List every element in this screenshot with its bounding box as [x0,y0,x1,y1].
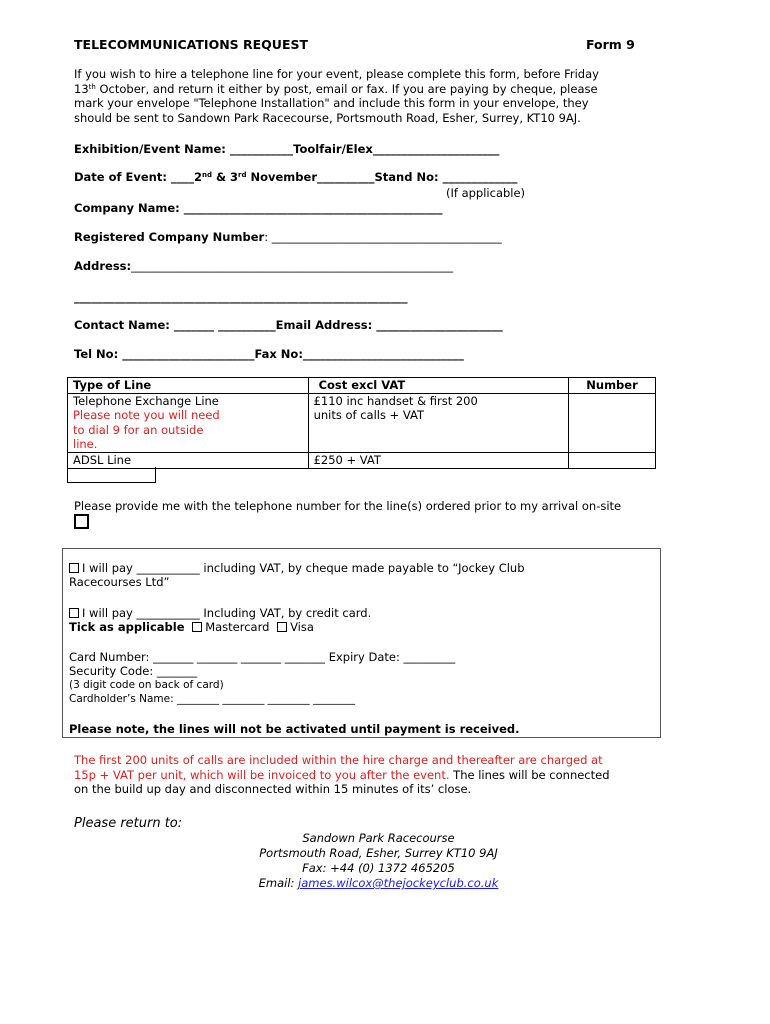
table-header: Type of Line [68,378,309,394]
table-header-row [68,378,656,394]
intro-line: 13th October, and return it either by post, email or fax. If you are paying by cheque, please [74,81,598,96]
form-title: TELECOMMUNICATIONS REQUEST [74,37,309,52]
table-row [68,452,656,468]
checkbox-icon[interactable] [69,563,79,573]
tel-fax-field[interactable]: Tel No: _______________________Fax No:____________________________ [74,347,464,361]
intro-line: If you wish to hire a telephone line for your event, please complete this form, before Friday [74,67,599,81]
provide-number-text: Please provide me with the telephone number for the line(s) ordered prior to my arrival on-site [74,499,622,513]
return-heading: Please return to: [74,816,183,831]
adsl-number-box[interactable] [67,467,156,483]
provide-number-checkbox[interactable] [74,514,89,532]
line-type-label: Telephone Exchange Line [73,393,219,408]
company-name-field[interactable]: Company Name: _____________________________________________ [74,201,443,215]
return-address [200,831,557,891]
security-code-field[interactable]: Security Code: _______ [69,664,198,678]
intro-line: mark your envelope "Telephone Installation" and include this form in your envelope, they [74,96,589,111]
visa-option[interactable]: Visa [277,620,314,634]
checkbox-icon[interactable] [192,622,202,632]
dial-note: to dial 9 for an outside [73,422,204,437]
address-line: Portsmouth Road, Esher, Surrey KT10 9AJ [259,846,498,860]
security-code-note: (3 digit code on back of card) [69,679,224,691]
email-line: Email: james.wilcox@thejockeyclub.co.uk [258,876,499,890]
charges-line: on the build up day and disconnected within 15 minutes of its’ close. [74,782,472,797]
dial-note: Please note you will need [73,408,220,423]
table-cell [308,393,568,452]
email-link[interactable]: james.wilcox@thejockeyclub.co.uk [298,876,499,890]
checkbox-icon[interactable] [69,608,79,618]
credit-card-option[interactable]: I will pay ___________ Including VAT, by credit card. [69,606,371,620]
charges-line: 15p + VAT per unit, which will be invoiced to you after the event. The lines will be connected [74,767,610,782]
card-type-row [69,620,314,634]
cost-text: £110 inc handset & first 200 [313,393,478,408]
cost-text: units of calls + VAT [313,408,425,423]
table-cell: ADSL Line [68,452,309,468]
address-line: Sandown Park Racecourse [302,831,455,845]
intro-paragraph [74,67,599,125]
date-of-event-field[interactable]: Date of Event: ____2nd & 3rd November__________Stand No: _____________ [74,170,518,184]
table-cell [68,393,309,452]
mastercard-option[interactable]: Mastercard [192,620,269,634]
charges-note [74,753,610,797]
fax-line: Fax: +44 (0) 1372 465205 [302,861,455,875]
cardholder-name-field[interactable]: Cardholder’s Name: ________ ________ ________ ________ [69,693,356,705]
number-input-cell[interactable] [569,393,656,452]
line-type-table [67,377,656,469]
card-number-field[interactable]: Card Number: _______ _______ _______ _______ Expiry Date: _________ [69,650,456,664]
tick-label: Tick as applicable [69,620,185,634]
table-row [68,393,656,452]
dial-note: line. [73,437,98,452]
address-line-2[interactable]: __________________________________________________________ [74,290,408,304]
table-cell: £250 + VAT [308,452,568,468]
cheque-option[interactable]: I will pay ___________ including VAT, by cheque made payable to “Jockey Club [69,561,525,575]
table-header: Number [569,378,656,394]
intro-line: should be sent to Sandown Park Racecourse, Portsmouth Road, Esher, Surrey, KT10 9AJ. [74,110,581,125]
checkbox-icon [74,514,89,529]
checkbox-icon[interactable] [277,622,287,632]
table-header: Cost excl VAT [308,378,568,394]
number-input-cell[interactable] [569,452,656,468]
registered-company-number-field[interactable]: Registered Company Number: ________________________________________ [74,230,502,244]
activation-note: Please note, the lines will not be activated until payment is received. [69,722,520,736]
form-number: Form 9 [586,37,635,52]
charges-line: The first 200 units of calls are included within the hire charge and thereafter are charged at [74,753,603,767]
event-name-field[interactable]: Exhibition/Event Name: ___________Toolfair/Elex______________________ [74,142,500,156]
cheque-option-line2: Racecourses Ltd” [69,575,170,589]
address-field[interactable]: Address:________________________________________________________ [74,259,454,273]
if-applicable-note: (If applicable) [446,186,526,200]
contact-email-field[interactable]: Contact Name: _______ __________Email Address: ______________________ [74,318,503,332]
